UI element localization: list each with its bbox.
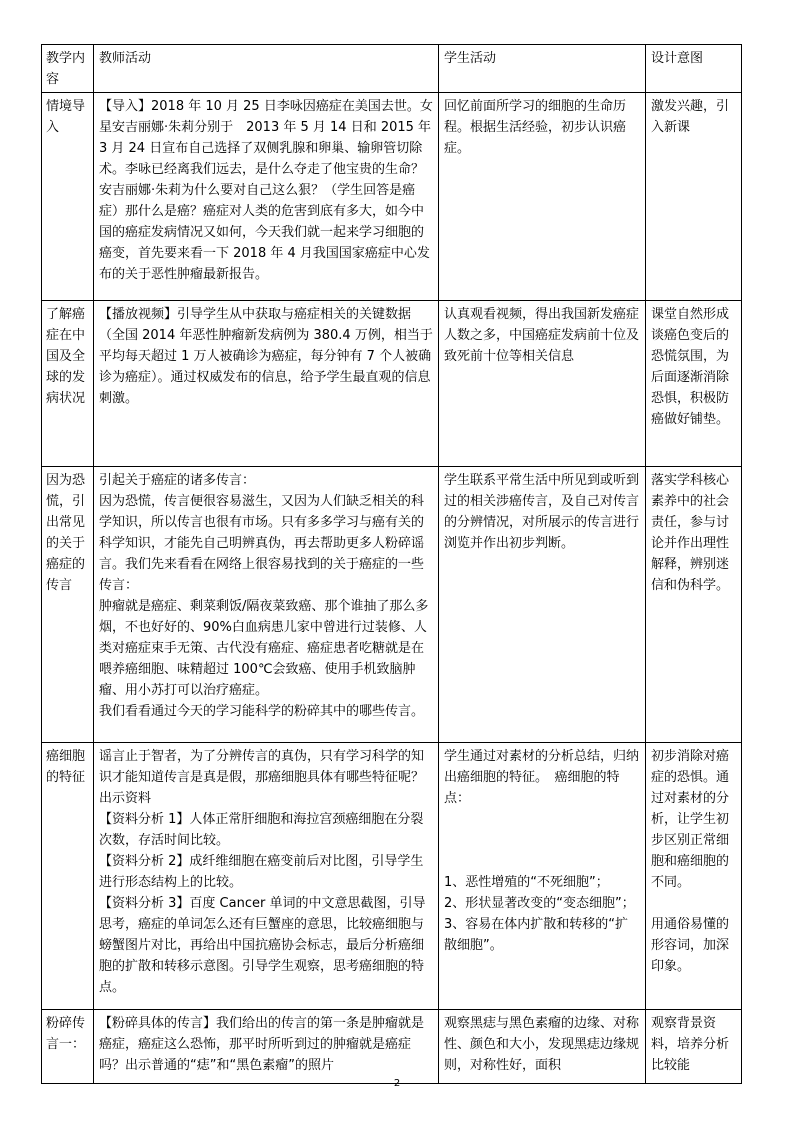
row-student (439, 1010, 646, 1084)
student-paragraph: 3、容易在体内扩散和转移的“扩散细胞”。 (444, 917, 629, 953)
row-student (439, 301, 646, 467)
spacer (444, 830, 640, 851)
spacer (651, 893, 736, 914)
student-paragraph: 1、恶性增殖的“不死细胞”； (444, 875, 609, 890)
teacher-paragraph: 肿瘤就是癌症、剩菜剩饭/隔夜菜致癌、那个谁抽了那么多烟，不也好好的、90%白血病患儿家中曾进行过装修、人类对癌症束手无策、古代没有癌症、癌症患者吃糖就是在喂养癌细胞、味精超过 100℃会致癌、使用手机致脑肿瘤、用小苏打可以治疗癌症。 (99, 599, 429, 698)
row-teacher (94, 301, 439, 467)
row-teacher (94, 467, 439, 743)
row-intent (646, 301, 742, 467)
row-intent (646, 93, 742, 301)
intent-paragraph: 课堂自然形成谈癌色变后的恐慌氛围，为后面逐渐消除恐惧，积极防癌做好铺垫。 (651, 307, 730, 427)
intent-paragraph: 落实学科核心素养中的社会责任，参与讨论并作出理性解释，辨别迷信和伪科学。 (651, 473, 730, 593)
row-content: 因为恐慌，引出常见的关于癌症的传言 (42, 467, 94, 743)
intent-paragraph: 初步消除对癌症的恐惧。通过对素材的分析，让学生初步区别正常细胞和癌细胞的不同。 (651, 749, 730, 890)
teacher-paragraph: 【资料分析 2】成纤维细胞在癌变前后对比图，引导学生进行形态结构上的比较。 (99, 854, 424, 890)
table-row (42, 93, 742, 301)
teacher-paragraph: 【播放视频】引导学生从中获取与癌症相关的关键数据（全国 2014 年恶性肿瘤新发病例为 380.4 万例，相当于平均每天超过 1 万人被确诊为癌症，每分钟有 7 个人被确诊为癌症）。通过权威发布的信息，给予学生最直观的信息刺激。 (99, 307, 433, 406)
row-intent (646, 1010, 742, 1084)
teacher-paragraph: 【资料分析 3】百度 Cancer 单词的中文意思截图，引导思考，癌症的单词怎么还有巨蟹座的意思，比较癌细胞与螃蟹图片对比，再给出中国抗癌协会标志，最后分析癌细胞的扩散和转移示意图。引导学生观察，思考癌细胞的特点。 (99, 896, 426, 995)
intent-paragraph: 观察背景资料，培养分析比较能 (651, 1016, 730, 1073)
row-teacher (94, 93, 439, 301)
row-content: 了解癌症在中国及全球的发病状况 (42, 301, 94, 467)
row-content: 癌细胞的特征 (42, 743, 94, 1010)
teacher-paragraph: 【导入】2018 年 10 月 25 日李咏因癌症在美国去世。女星安吉丽娜·朱莉分别于 2013 年 5 月 14 日和 2015 年 3 月 24 日宣布自己选择了双侧乳腺和卵巢、输卵管切除术。李咏已经离我们远去，是什么夺走了他宝贵的生命？安吉丽娜·朱莉为什么要对自己这么狠？（学生回答是癌症）那什么是癌？癌症对人类的危害到底有多大，如今中国的癌症发病情况又如何，今天我们就一起来学习细胞的癌变，首先要来看一下 2018 年 4 月我国国家癌症中心发布的关于恶性肿瘤最新报告。 (99, 99, 433, 282)
row-content: 粉碎传言一： (42, 1010, 94, 1084)
spacer (444, 851, 640, 872)
row-intent (646, 467, 742, 743)
row-student (439, 93, 646, 301)
student-paragraph: 学生联系平常生活中所见到或听到过的相关涉癌传言，及自己对传言的分辨情况，对所展示的传言进行浏览并作出初步判断。 (444, 473, 640, 551)
header-intent: 设计意图 (646, 45, 742, 93)
student-paragraph: 观察黑痣与黑色素瘤的边缘、对称性、颜色和大小，发现黑痣边缘规则，对称性好，面积 (444, 1016, 640, 1073)
table-header-row (42, 45, 742, 93)
student-paragraph: 2、形状显著改变的“变态细胞”； (444, 896, 635, 911)
teacher-paragraph: 谣言止于智者，为了分辨传言的真伪，只有学习科学的知识才能知道传言是真是假，那癌细胞具体有哪些特征呢？出示资料 (99, 749, 425, 806)
student-paragraph: 认真观看视频，得出我国新发癌症人数之多，中国癌症发病前十位及致死前十位等相关信息 (444, 307, 640, 364)
intent-paragraph: 激发兴趣，引入新课 (651, 99, 730, 135)
row-student (439, 743, 646, 1010)
student-paragraph: 学生通过对素材的分析总结，归纳出癌细胞的特征。 癌细胞的特点： (444, 749, 640, 806)
table-row (42, 743, 742, 1010)
student-paragraph: 回忆前面所学习的细胞的生命历程。根据生活经验，初步认识癌症。 (444, 99, 627, 156)
row-teacher (94, 1010, 439, 1084)
header-teacher: 教师活动 (94, 45, 439, 93)
header-content: 教学内容 (42, 45, 94, 93)
row-student (439, 467, 646, 743)
row-intent (646, 743, 742, 1010)
teacher-paragraph: 引起关于癌症的诸多传言： (99, 473, 256, 488)
teacher-paragraph: 【粉碎具体的传言】我们给出的传言的第一条是肿瘤就是癌症，癌症这么恐怖，那平时所听到过的肿瘤就是癌症吗？出示普通的“痣”和“黑色素瘤”的照片 (99, 1016, 425, 1073)
lesson-plan-table (41, 44, 742, 1084)
row-content: 情境导入 (42, 93, 94, 301)
table-row (42, 301, 742, 467)
table-row (42, 467, 742, 743)
spacer (444, 809, 640, 830)
teacher-paragraph: 我们看看通过今天的学习能科学的粉碎其中的哪些传言。 (99, 704, 425, 719)
row-teacher (94, 743, 439, 1010)
intent-paragraph: 用通俗易懂的形容词，加深印象。 (651, 917, 730, 974)
page-number: 2 (393, 1078, 401, 1089)
teacher-paragraph: 【资料分析 1】人体正常肝细胞和海拉宫颈癌细胞在分裂次数，存活时间比较。 (99, 812, 424, 848)
header-student: 学生活动 (439, 45, 646, 93)
teacher-paragraph: 因为恐慌，传言便很容易滋生，又因为人们缺乏相关的科学知识，所以传言也很有市场。只有多多学习与癌有关的科学知识，才能先自己明辨真伪，再去帮助更多人粉碎谣言。我们先来看看在网络上很容易找到的关于癌症的一些传言： (99, 494, 425, 593)
table-row (42, 1010, 742, 1084)
